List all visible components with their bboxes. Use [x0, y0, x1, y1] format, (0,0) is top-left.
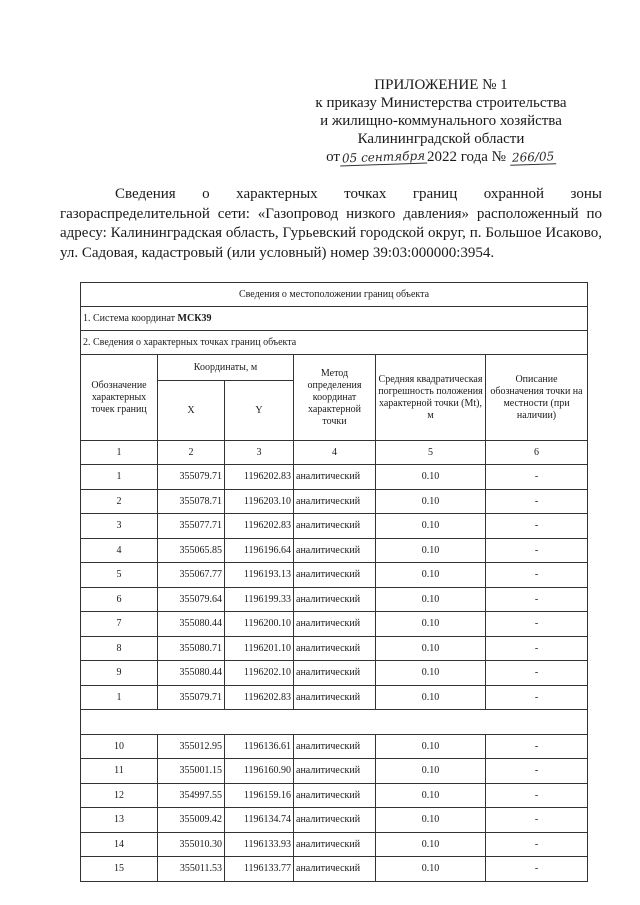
col-coords-header: Координаты, м: [158, 355, 294, 381]
point-number-cell: 8: [81, 636, 158, 661]
accuracy-cell: 0.10: [376, 734, 486, 759]
description-cell: -: [486, 832, 588, 857]
table-row: [81, 612, 588, 637]
col-point-header: Обозначение характерных точек границ: [81, 355, 158, 441]
accuracy-cell: 0.10: [376, 563, 486, 588]
accuracy-cell: 0.10: [376, 808, 486, 833]
table-row: [81, 832, 588, 857]
table-row: [81, 538, 588, 563]
y-coord-cell: 1196199.33: [225, 587, 294, 612]
description-cell: -: [486, 661, 588, 686]
header-row-1: [81, 355, 588, 381]
method-cell: аналитический: [294, 661, 376, 686]
table-row: [81, 685, 588, 710]
y-coord-cell: 1196202.10: [225, 661, 294, 686]
y-coord-cell: 1196136.61: [225, 734, 294, 759]
y-coord-cell: 1196203.10: [225, 489, 294, 514]
point-number-cell: 11: [81, 759, 158, 784]
table-row: [81, 661, 588, 686]
intro-paragraph: Сведения о характерных точках границ охранной зоны газораспределительной сети: «Газопровод низкого давления» расположенный по адресу: Калининградская область, Гурьевский городской округ, п. Большое Исаково, ул. Садовая, кадастровый (или условный) номер 39:03:000000:3954.: [60, 186, 602, 261]
point-number-cell: 14: [81, 832, 158, 857]
colnum: 6: [486, 441, 588, 465]
description-cell: -: [486, 759, 588, 784]
table-row: [81, 489, 588, 514]
method-cell: аналитический: [294, 759, 376, 784]
table-row: [81, 563, 588, 588]
col-accuracy-header: Средняя квадратическая погрешность положения характерной точки (Mt), м: [376, 355, 486, 441]
method-cell: аналитический: [294, 734, 376, 759]
method-cell: аналитический: [294, 563, 376, 588]
coord-system-label: 1. Система координат: [83, 313, 176, 324]
accuracy-cell: 0.10: [376, 514, 486, 539]
point-number-cell: 1: [81, 465, 158, 490]
colnum: 2: [158, 441, 225, 465]
description-cell: -: [486, 587, 588, 612]
table-title: Сведения о местоположении границ объекта: [81, 283, 588, 307]
table-row: [81, 636, 588, 661]
x-coord-cell: 355078.71: [158, 489, 225, 514]
point-number-cell: 2: [81, 489, 158, 514]
appendix-header: [300, 76, 582, 166]
table-row: [81, 857, 588, 882]
col-y-header: Y: [225, 381, 294, 441]
point-number-cell: 3: [81, 514, 158, 539]
accuracy-cell: 0.10: [376, 783, 486, 808]
gap-cell: [81, 710, 588, 735]
description-cell: -: [486, 685, 588, 710]
order-date-line: [300, 148, 582, 166]
x-coord-cell: 355067.77: [158, 563, 225, 588]
y-coord-cell: 1196201.10: [225, 636, 294, 661]
section2-title: 2. Сведения о характерных точках границ объекта: [81, 331, 588, 355]
method-cell: аналитический: [294, 514, 376, 539]
appendix-title: ПРИЛОЖЕНИЕ № 1: [374, 77, 508, 93]
point-number-cell: 15: [81, 857, 158, 882]
description-cell: -: [486, 783, 588, 808]
point-number-cell: 6: [81, 587, 158, 612]
y-coord-cell: 1196193.13: [225, 563, 294, 588]
order-line-1: к приказу Министерства строительства: [315, 95, 567, 111]
description-cell: -: [486, 489, 588, 514]
table-row: [81, 514, 588, 539]
accuracy-cell: 0.10: [376, 538, 486, 563]
colnum: 4: [294, 441, 376, 465]
table-row: [81, 465, 588, 490]
table-row: [81, 759, 588, 784]
col-desc-header: Описание обозначения точки на местности (при наличии): [486, 355, 588, 441]
x-coord-cell: 355080.44: [158, 612, 225, 637]
point-number-cell: 13: [81, 808, 158, 833]
table-row: [81, 734, 588, 759]
date-prefix: от: [326, 149, 340, 165]
section2-row: [81, 331, 588, 355]
x-coord-cell: 355009.42: [158, 808, 225, 833]
method-cell: аналитический: [294, 465, 376, 490]
method-cell: аналитический: [294, 489, 376, 514]
description-cell: -: [486, 808, 588, 833]
handwritten-date: 05 сентября: [340, 148, 428, 166]
method-cell: аналитический: [294, 612, 376, 637]
y-coord-cell: 1196159.16: [225, 783, 294, 808]
point-number-cell: 7: [81, 612, 158, 637]
accuracy-cell: 0.10: [376, 636, 486, 661]
description-cell: -: [486, 514, 588, 539]
table-row: [81, 783, 588, 808]
method-cell: аналитический: [294, 587, 376, 612]
accuracy-cell: 0.10: [376, 612, 486, 637]
method-cell: аналитический: [294, 808, 376, 833]
date-year: 2022 года №: [427, 149, 506, 165]
point-number-cell: 9: [81, 661, 158, 686]
column-numbers-row: [81, 441, 588, 465]
description-cell: -: [486, 636, 588, 661]
point-number-cell: 10: [81, 734, 158, 759]
description-cell: -: [486, 563, 588, 588]
colnum: 1: [81, 441, 158, 465]
method-cell: аналитический: [294, 783, 376, 808]
x-coord-cell: 355079.71: [158, 465, 225, 490]
y-coord-cell: 1196160.90: [225, 759, 294, 784]
y-coord-cell: 1196202.83: [225, 514, 294, 539]
accuracy-cell: 0.10: [376, 685, 486, 710]
x-coord-cell: 355065.85: [158, 538, 225, 563]
x-coord-cell: 355011.53: [158, 857, 225, 882]
method-cell: аналитический: [294, 832, 376, 857]
point-number-cell: 1: [81, 685, 158, 710]
description-cell: -: [486, 734, 588, 759]
point-number-cell: 4: [81, 538, 158, 563]
x-coord-cell: 355010.30: [158, 832, 225, 857]
y-coord-cell: 1196202.83: [225, 465, 294, 490]
accuracy-cell: 0.10: [376, 489, 486, 514]
boundary-points-table: [80, 282, 588, 882]
method-cell: аналитический: [294, 857, 376, 882]
table-row: [81, 587, 588, 612]
handwritten-number: 266/05: [509, 149, 556, 166]
accuracy-cell: 0.10: [376, 832, 486, 857]
x-coord-cell: 355079.64: [158, 587, 225, 612]
y-coord-cell: 1196134.74: [225, 808, 294, 833]
accuracy-cell: 0.10: [376, 857, 486, 882]
x-coord-cell: 355080.44: [158, 661, 225, 686]
point-number-cell: 12: [81, 783, 158, 808]
y-coord-cell: 1196200.10: [225, 612, 294, 637]
point-number-cell: 5: [81, 563, 158, 588]
table-row: [81, 808, 588, 833]
accuracy-cell: 0.10: [376, 465, 486, 490]
x-coord-cell: 354997.55: [158, 783, 225, 808]
x-coord-cell: 355001.15: [158, 759, 225, 784]
colnum: 3: [225, 441, 294, 465]
table-title-row: [81, 283, 588, 307]
y-coord-cell: 1196202.83: [225, 685, 294, 710]
x-coord-cell: 355079.71: [158, 685, 225, 710]
order-line-2: и жилищно-коммунального хозяйства: [320, 113, 562, 129]
coord-system-value: МСК39: [177, 313, 212, 324]
y-coord-cell: 1196196.64: [225, 538, 294, 563]
coord-system: [81, 307, 588, 331]
description-cell: -: [486, 612, 588, 637]
description-cell: -: [486, 465, 588, 490]
coord-system-row: [81, 307, 588, 331]
method-cell: аналитический: [294, 685, 376, 710]
description-cell: -: [486, 538, 588, 563]
method-cell: аналитический: [294, 538, 376, 563]
col-method-header: Метод определения координат характерной точки: [294, 355, 376, 441]
accuracy-cell: 0.10: [376, 759, 486, 784]
accuracy-cell: 0.10: [376, 587, 486, 612]
x-coord-cell: 355077.71: [158, 514, 225, 539]
col-x-header: X: [158, 381, 225, 441]
x-coord-cell: 355012.95: [158, 734, 225, 759]
table-gap-row: [81, 710, 588, 735]
colnum: 5: [376, 441, 486, 465]
description-cell: -: [486, 857, 588, 882]
accuracy-cell: 0.10: [376, 661, 486, 686]
y-coord-cell: 1196133.77: [225, 857, 294, 882]
order-line-3: Калининградской области: [357, 131, 525, 147]
x-coord-cell: 355080.71: [158, 636, 225, 661]
y-coord-cell: 1196133.93: [225, 832, 294, 857]
method-cell: аналитический: [294, 636, 376, 661]
